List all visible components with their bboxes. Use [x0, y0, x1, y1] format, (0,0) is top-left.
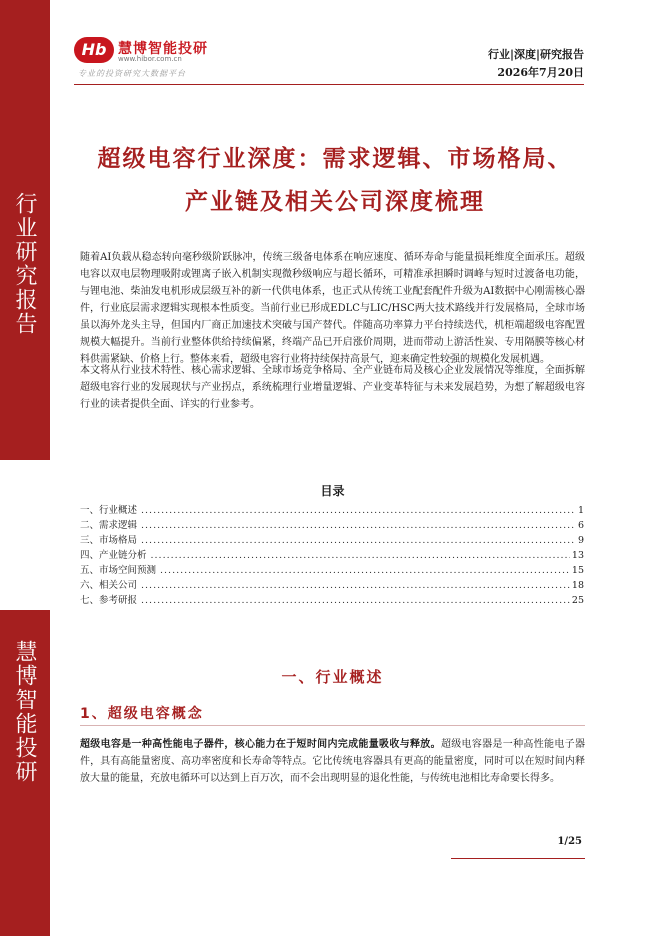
page-title-line-2: 产业链及相关公司深度梳理 [185, 189, 485, 215]
toc-item-label: 六、相关公司 [80, 580, 138, 591]
concept-body: 超级电容器是一种高性能电子器件，具有高能量密度、高功率密度和长寿命等特点。它比传统电容器具有更高的能量密度，同时可以在短时间内释放大量的能量，充放电循环可以达到上百万次，而不会出现明显的退化性能，与传统电池相比寿命要长得多。 [80, 739, 585, 784]
toc-item[interactable] [80, 503, 584, 518]
toc-leader [151, 548, 570, 563]
sidebar-gap [0, 460, 50, 610]
logo-slogan: 专业的投资研究大数据平台 [78, 69, 186, 78]
toc-leader [141, 578, 570, 593]
sidebar [0, 0, 50, 936]
toc-item-label: 一、行业概述 [80, 505, 138, 516]
header-divider [74, 84, 584, 85]
toc-leader [141, 503, 576, 518]
toc-item-page: 1 [577, 505, 584, 516]
concept-paragraph [80, 736, 585, 787]
report-date: 2026年7月20日 [497, 66, 584, 79]
toc-item-label: 三、市场格局 [80, 535, 138, 546]
toc-item[interactable] [80, 533, 584, 548]
logo-icon: Hb [74, 37, 114, 63]
toc-item[interactable] [80, 593, 584, 608]
concept-lead-sentence: 超级电容是一种高性能电子器件，核心能力在于短时间内完成能量吸收与释放。 [80, 739, 441, 750]
section-heading: 一、行业概述 [281, 668, 384, 686]
toc-item[interactable] [80, 548, 584, 563]
report-type: 行业|深度|研究报告 [487, 48, 584, 61]
toc-item-page: 15 [571, 565, 584, 576]
toc-leader [160, 563, 570, 578]
intro-paragraph: 随着AI负载从稳态转向毫秒级阶跃脉冲，传统三级备电体系在响应速度、循环寿命与能量损耗维度全面承压。超级电容以双电层物理吸附或锂离子嵌入机制实现微秒级响应与超长循环，可精准承担瞬时调峰与短时过渡备电功能，与锂电池、柴油发电机形成层级互补的新一代供电体系，也正式从传统工业配套配件升级为AI数据中心刚需核心器件，行业底层需求逻辑实现根本性质变。当前行业已形成EDLC与LIC/HSC两大技术路线并行发展格局，全球市场虽以海外龙头主导，但国内厂商正加速技术突破与国产替代。伴随高功率算力平台持续迭代，机柜端超级电容配置规模大幅提升。当前行业整体供给持续偏紧，终端产品已开启涨价周期，进而带动上游活性炭、专用隔膜等核心材料供需紧缺、价格上行。整体来看，超级电容行业将持续保持高景气，迎来确定性较强的规模化发展机遇。 [80, 252, 585, 365]
toc-leader [141, 593, 570, 608]
toc-item-label: 四、产业链分析 [80, 550, 147, 561]
toc-item-label: 五、市场空间预测 [80, 565, 157, 576]
page-title-line-1: 超级电容行业深度：需求逻辑、市场格局、 [97, 146, 573, 172]
header-meta [488, 46, 584, 82]
logo-url: www.hibor.com.cn [118, 55, 182, 63]
toc-item-page: 9 [577, 535, 584, 546]
footer-divider [451, 858, 585, 859]
toc-item[interactable] [80, 578, 584, 593]
subsection-divider [80, 725, 585, 726]
subsection-heading: 1、超级电容概念 [80, 706, 204, 722]
toc-item-page: 25 [571, 595, 584, 606]
scope-paragraph: 本文将从行业技术特性、核心需求逻辑、全球市场竞争格局、全产业链布局及核心企业发展情况等维度，全面拆解超级电容行业的发展现状与产业拐点，系统梳理行业增量逻辑、产业变革特征与未来发展趋势，为想了解超级电容行业的读者提供全面、详实的行业参考。 [80, 365, 585, 410]
table-of-contents [80, 503, 584, 608]
logo-name: 慧博智能投研 [118, 41, 208, 57]
toc-item-page: 13 [571, 550, 584, 561]
toc-leader [141, 533, 576, 548]
sidebar-brand-label: 慧博智能投研 [12, 640, 37, 784]
toc-item-label: 二、需求逻辑 [80, 520, 138, 531]
toc-item-label: 七、参考研报 [80, 595, 138, 606]
page-number: 1/25 [557, 836, 582, 847]
toc-item[interactable] [80, 518, 584, 533]
toc-title: 目录 [320, 484, 345, 498]
toc-item-page: 18 [571, 580, 584, 591]
toc-item-page: 6 [577, 520, 584, 531]
toc-leader [141, 518, 576, 533]
toc-item[interactable] [80, 563, 584, 578]
sidebar-report-label: 行业研究报告 [12, 192, 37, 336]
